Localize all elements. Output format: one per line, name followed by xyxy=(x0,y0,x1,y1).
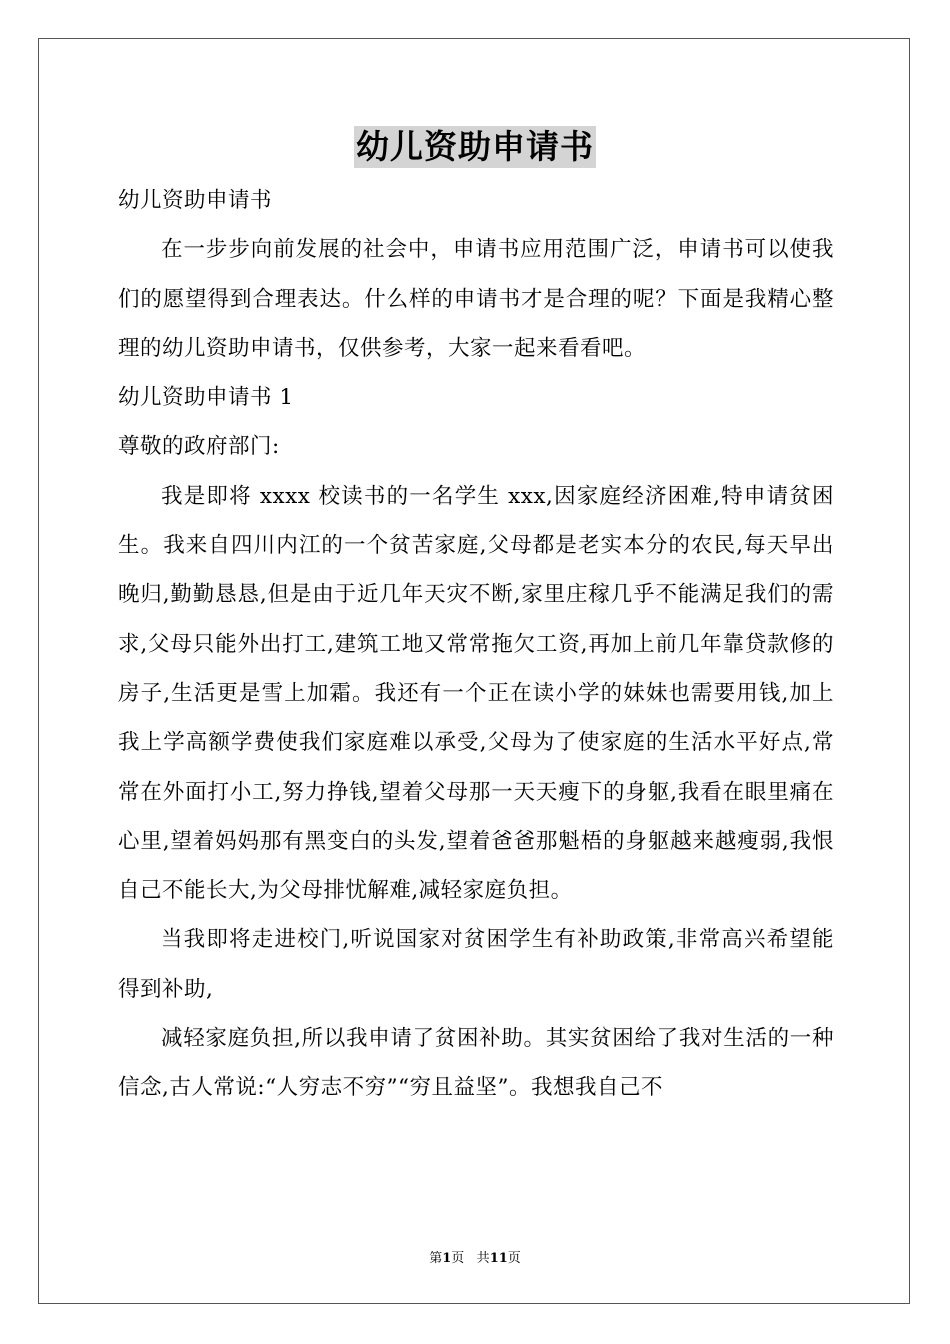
page-prefix: 第 xyxy=(429,1251,443,1266)
title-area xyxy=(0,126,950,168)
document-title: 幼儿资助申请书 xyxy=(356,127,594,166)
paragraph: 当我即将走进校门,听说国家对贫困学生有补助政策,非常高兴希望能得到补助, xyxy=(118,927,834,1002)
total-suffix: 页 xyxy=(507,1251,521,1266)
paragraph: 幼儿资助申请书 xyxy=(118,188,273,213)
page-number: 1 xyxy=(442,1251,452,1266)
paragraph: 减轻家庭负担,所以我申请了贫困补助。其实贫困给了我对生活的一种信念,古人常说:“人穷志不穷”“穷且益坚”。我想我自己不 xyxy=(118,1026,834,1101)
total-pages: 11 xyxy=(489,1251,508,1266)
paragraph: 我是即将 xxxx 校读书的一名学生 xxx,因家庭经济困难,特申请贫困生。我来自四川内江的一个贫苦家庭,父母都是老实本分的农民,每天早出晚归,勤勤恳恳,但是由于近几年天灾不断,家里庄稼几乎不能满足我们的需求,父母只能外出打工,建筑工地又常常拖欠工资,再加上前几年靠贷款修的房子,生活更是雪上加霜。我还有一个正在读小学的妹妹也需要用钱,加上我上学高额学费使我们家庭难以承受,父母为了使家庭的生活水平好点,常常在外面打小工,努力挣钱,望着父母那一天天瘦下的身躯,我看在眼里痛在心里,望着妈妈那有黑变白的头发,望着爸爸那魁梧的身躯越来越瘦弱,我恨自己不能长大,为父母排忧解难,减轻家庭负担。 xyxy=(118,483,834,904)
section-heading: 幼儿资助申请书 1 xyxy=(118,385,294,411)
document-body xyxy=(118,176,834,1113)
total-prefix: 共 xyxy=(476,1251,490,1266)
salutation: 尊敬的政府部门: xyxy=(118,434,280,460)
page-suffix: 页 xyxy=(451,1251,465,1266)
paragraph: 在一步步向前发展的社会中，申请书应用范围广泛，申请书可以使我们的愿望得到合理表达。什么样的申请书才是合理的呢？下面是我精心整理的幼儿资助申请书，仅供参考，大家一起来看看吧。 xyxy=(118,237,834,361)
page-footer xyxy=(0,1247,950,1266)
